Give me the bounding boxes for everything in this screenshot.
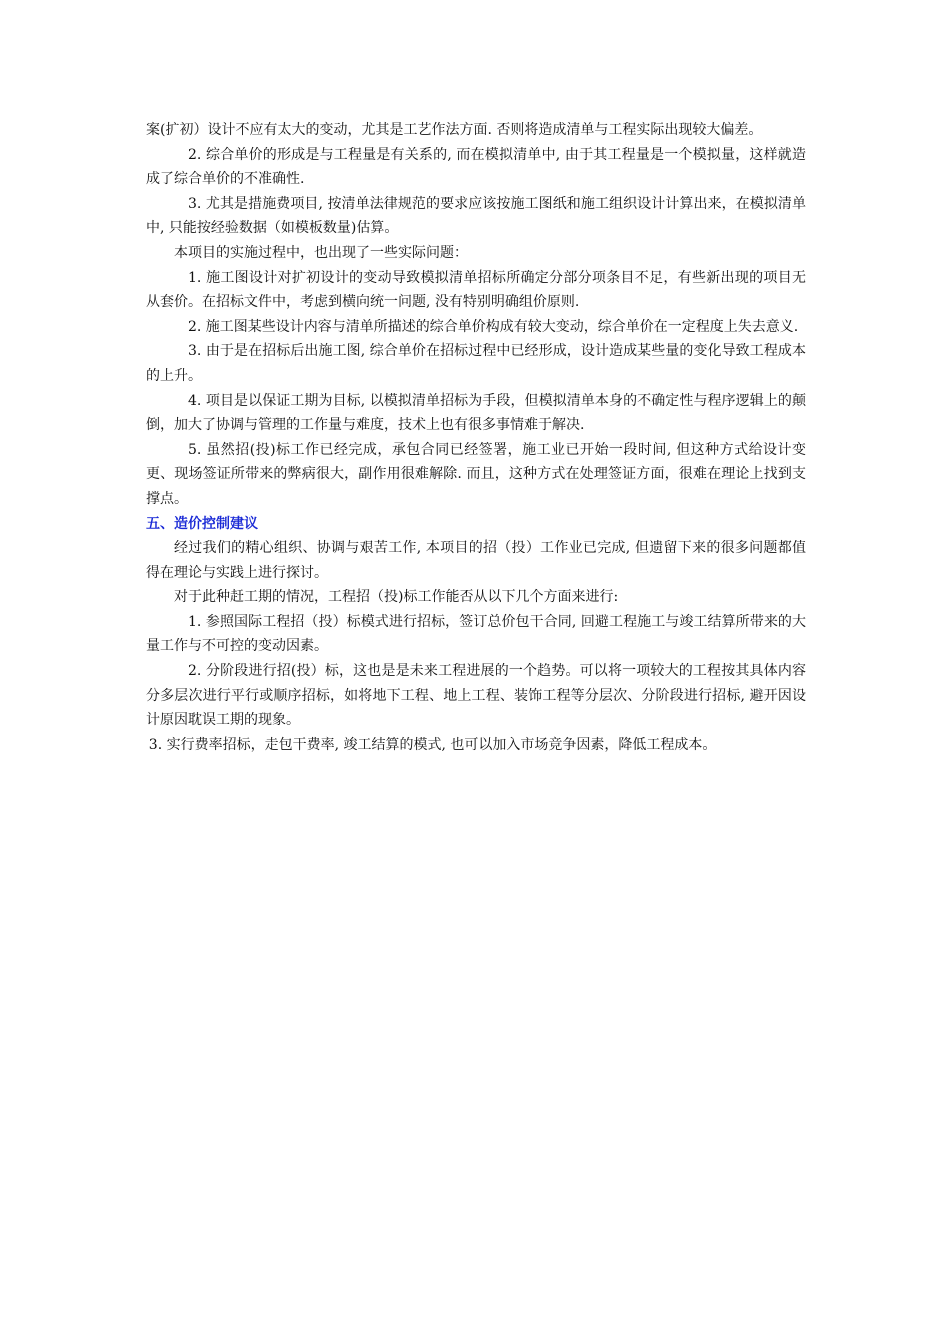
paragraph-summary: 经过我们的精心组织、协调与艰苦工作, 本项目的招（投）工作业已完成, 但遗留下来的很多问题都值得在理论与实践上进行探讨。: [146, 540, 806, 581]
paragraph-suggestion-2: 2. 分阶段进行招(投）标，这也是是未来工程进展的一个趋势。可以将一项较大的工程按其具体内容分多层次进行平行或顺序招标，如将地下工程、地上工程、装饰工程等分层次、分阶段进行招标, 避开因设计原因耽误工期的现象。: [146, 663, 806, 729]
paragraph-suggestion-3: 3. 实行费率招标，走包干费率, 竣工结算的模式, 也可以加入市场竞争因素，降低工程成本。: [148, 736, 717, 753]
paragraph-continuation: 案(扩初）设计不应有太大的变动，尤其是工艺作法方面. 否则将造成清单与工程实际出现较大偏差。: [146, 122, 763, 138]
paragraph-item-2: 2. 综合单价的形成是与工程量是有关系的, 而在模拟清单中, 由于其工程量是一个模拟量，这样就造成了综合单价的不准确性.: [146, 146, 806, 188]
paragraph-item-3: 3. 尤其是措施费项目, 按清单法律规范的要求应该按施工图纸和施工组织设计计算出来，在模拟清单中, 只能按经验数据（如模板数量)估算。: [146, 195, 806, 237]
paragraph-intro-issues: 本项目的实施过程中，也出现了一些实际问题：: [174, 244, 468, 261]
paragraph-issue-2: 2. 施工图某些设计内容与清单所描述的综合单价构成有较大变动，综合单价在一定程度上失去意义.: [188, 318, 799, 335]
paragraph-issue-5: 5. 虽然招(投)标工作已经完成，承包合同已经签署，施工业已开始一段时间, 但这种方式给设计变更、现场签证所带来的弊病很大，副作用很难解除. 而且，这种方式在处理签证方面，很难在理论上找到支撑点。: [146, 441, 806, 507]
document-page: [146, 118, 806, 757]
paragraph-issue-3: 3. 由于是在招标后出施工图, 综合单价在招标过程中已经形成，设计造成某些量的变化导致工程成本的上升。: [146, 343, 806, 384]
paragraph-issue-1: 1. 施工图设计对扩初设计的变动导致模拟清单招标所确定分部分项条目不足，有些新出现的项目无从套价。在招标文件中，考虑到横向统一问题, 没有特别明确组价原则.: [146, 269, 806, 311]
paragraph-suggestion-1: 1. 参照国际工程招（投）标模式进行招标，签订总价包干合同, 回避工程施工与竣工结算所带来的大量工作与不可控的变动因素。: [146, 613, 806, 655]
paragraph-issue-4: 4. 项目是以保证工期为目标, 以模拟清单招标为手段，但模拟清单本身的不确定性与程序逻辑上的颠倒，加大了协调与管理的工作量与难度，技术上也有很多事情难于解决.: [146, 392, 806, 434]
paragraph-suggestion-intro: 对于此种赶工期的情况，工程招（投)标工作能否从以下几个方面来进行:: [174, 589, 619, 606]
section-heading: 五、造价控制建议: [146, 515, 258, 532]
